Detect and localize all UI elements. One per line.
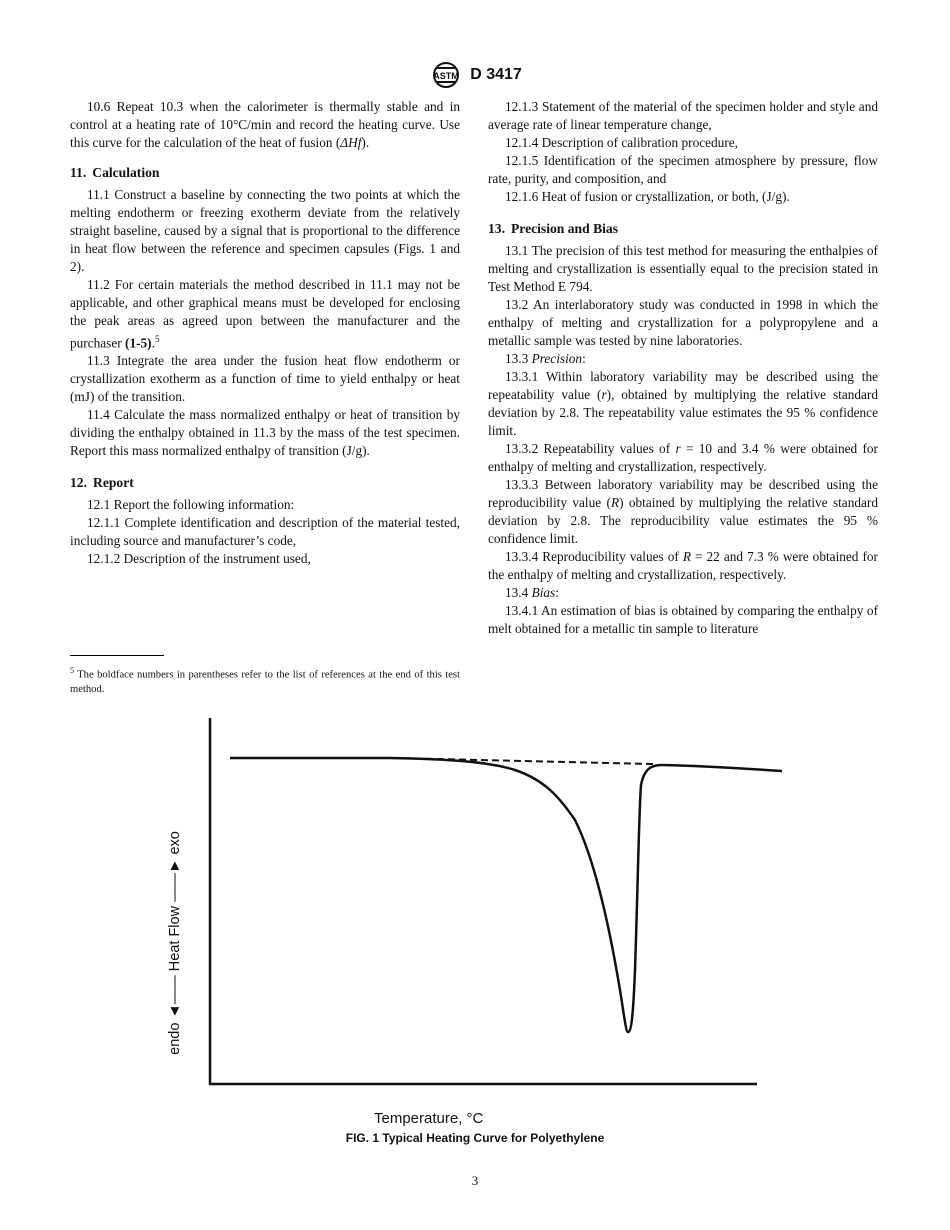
paragraph-13-3-2: 13.3.2 Repeatability values of r = 10 and 3.4 % were obtained for enthalpy of melting and crystallization, respectively. [488,441,878,474]
right-column [488,98,878,638]
left-column [70,98,460,568]
paragraph-13-4-1: 13.4.1 An estimation of bias is obtained by comparing the enthalpy of melt obtained for a metallic tin sample to literature [488,603,878,636]
paragraph-13-4: 13.4 Bias: [505,585,559,600]
figure-caption: FIG. 1 Typical Heating Curve for Polyethylene [345,1131,605,1145]
paragraph-10-6: 10.6 Repeat 10.3 when the calorimeter is thermally stable and in control at a heating rate of 10°C/min and record the heating curve. Use this curve for the calculation of the heat of fusion (ΔHf). [70,99,460,150]
heating-curve [230,758,782,1032]
paragraph-13-2: 13.2 An interlaboratory study was conducted in 1998 in which the enthalpy of melting and crystallization for a polypropylene and a metallic sample was tested by nine laboratories. [488,297,878,348]
logo-text: ASTM [433,71,459,81]
footnote-divider [70,655,164,656]
x-axis-label: Temperature, °C [374,1110,484,1127]
section-11-heading: 11. Calculation [70,165,160,180]
document-id: D 3417 [470,66,522,83]
heating-curve-plot [150,710,800,1130]
footnote: $^5$ The boldface numbers in parentheses refer to the list of references at the end of this test method. [70,666,460,695]
page-number: 3 [471,1173,479,1188]
paragraph-12-1-1: 12.1.1 Complete identification and description of the material tested, including source and manufacturer’s code, [70,515,460,549]
paragraph-12-1-4: 12.1.4 Description of calibration procedure, [505,135,738,150]
y-axis-label: endo ◄—— Heat Flow ——► exo [167,831,183,1055]
paragraph-11-3: 11.3 Integrate the area under the fusion heat flow endotherm or crystallization exotherm as a function of time to yield enthalpy or heat (mJ) of the transition. [70,353,460,405]
section-12-heading: 12. Report [70,475,134,491]
section-13-heading: 13. Precision and Bias [488,221,619,236]
paragraph-12-1-2: 12.1.2 Description of the instrument used, [87,551,311,567]
figure-1 [150,710,800,1130]
paragraph-12-1: 12.1 Report the following information: [87,497,295,513]
paragraph-13-3-4: 13.3.4 Reproducibility values of R = 22 and 7.3 % were obtained for the enthalpy of melting and crystallization, respectively. [488,549,878,582]
paragraph-13-1: 13.1 The precision of this test method for measuring the enthalpies of melting and crystallization is essentially equal to the precision stated in Test Method E 794. [488,243,878,294]
paragraph-13-3-1: 13.3.1 Within laboratory variability may be described using the repeatability value (r), obtained by multiplying the relative standard deviation by 2.8. The repeatability value estimates the 95 % confidence limit. [488,369,878,438]
paragraph-12-1-3: 12.1.3 Statement of the material of the specimen holder and style and average rate of linear temperature change, [488,99,878,132]
paragraph-11-2: 11.2 For certain materials the method described in 11.1 may not be applicable, and other graphical means must be developed for enclosing the peak areas as agreed upon between the manufacturer and the purchaser (1-5).$^5$ [70,277,460,351]
page-header [0,60,950,90]
paragraph-11-1: 11.1 Construct a baseline by connecting the two points at which the melting endotherm or freezing exotherm deviate from the relatively straight baseline, caused by a signal that is proportional to the difference in heat flow between the reference and specimen capsules (Figs. 1 and 2). [70,187,460,274]
paragraph-11-4: 11.4 Calculate the mass normalized enthalpy or heat of transition by dividing the enthalpy obtained in 11.3 by the mass of the test specimen. Report this mass normalized enthalpy of transition (J/g). [70,407,460,459]
paragraph-13-3-3: 13.3.3 Between laboratory variability may be described using the reproducibility value (R) obtained by multiplying the relative standard deviation by 2.8. The reproducibility value estimates the 95 % confidence limit. [488,477,878,546]
paragraph-12-1-5: 12.1.5 Identification of the specimen atmosphere by pressure, flow rate, purity, and composition, and [488,153,878,186]
astm-logo-icon [428,60,464,90]
paragraph-13-3: 13.3 Precision: [505,351,586,366]
paragraph-12-1-6: 12.1.6 Heat of fusion or crystallization, or both, (J/g). [505,189,790,204]
